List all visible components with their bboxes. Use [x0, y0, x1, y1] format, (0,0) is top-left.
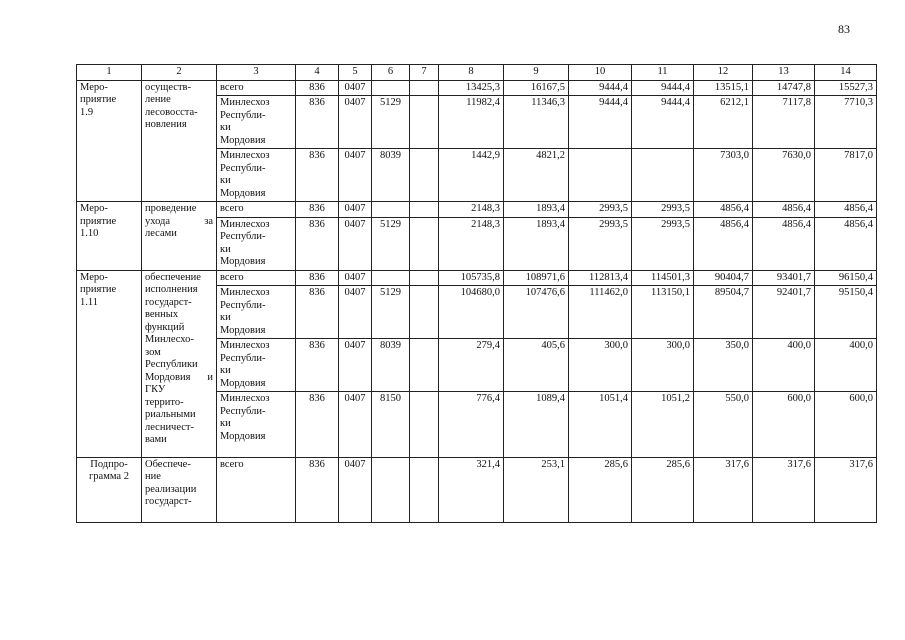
code-cell-c6: [372, 457, 410, 523]
cell-line: реализации: [145, 483, 197, 495]
code-cell-c5: 0407: [339, 96, 372, 149]
cell-line: Республики: [145, 359, 198, 370]
code-cell-c6: [372, 80, 410, 96]
value-cell: 112813,4: [569, 270, 632, 286]
code-cell-c7: [410, 202, 439, 218]
cell-line: Мордовия: [220, 187, 266, 199]
column-header: 8: [439, 65, 504, 81]
cell-line: Минлесхоз: [220, 218, 270, 230]
cell-line: Меро-: [80, 271, 108, 283]
cell-line: ки: [220, 243, 231, 255]
activity-cell: [77, 457, 142, 523]
code-cell-c4: 836: [296, 286, 339, 339]
description-cell: [142, 270, 217, 457]
cell-line: ние: [145, 471, 161, 482]
cell-line: грамма 2: [89, 471, 129, 482]
value-cell: 113150,1: [632, 286, 694, 339]
column-header: 3: [217, 65, 296, 81]
code-cell-c4: 836: [296, 270, 339, 286]
table-row: [77, 202, 877, 218]
activity-cell: [77, 270, 142, 457]
value-cell: 14747,8: [753, 80, 815, 96]
code-cell-c6: 5129: [372, 217, 410, 270]
cell-line: Республи-: [220, 299, 266, 311]
value-cell: 2993,5: [632, 217, 694, 270]
executor-cell: [217, 339, 296, 392]
value-cell: 300,0: [569, 339, 632, 392]
value-cell: 4856,4: [753, 217, 815, 270]
value-cell: 9444,4: [569, 96, 632, 149]
code-cell-c4: 836: [296, 80, 339, 96]
cell-line: Республи-: [220, 109, 266, 121]
cell-line: Республи-: [220, 405, 266, 417]
value-cell: 16167,5: [504, 80, 569, 96]
cell-line: 1.9: [80, 106, 94, 118]
value-cell: 90404,7: [694, 270, 753, 286]
cell-line: обеспечение: [145, 271, 201, 283]
cell-line: Республи-: [220, 231, 266, 242]
code-cell-c6: 8150: [372, 392, 410, 458]
executor-cell: всего: [217, 270, 296, 286]
column-header: 5: [339, 65, 372, 81]
cell-line: террито-: [145, 396, 184, 408]
code-cell-c6: [372, 270, 410, 286]
executor-cell: [217, 149, 296, 202]
value-cell: 2148,3: [439, 217, 504, 270]
value-cell: 104680,0: [439, 286, 504, 339]
code-cell-c5: 0407: [339, 202, 372, 218]
column-header: 4: [296, 65, 339, 81]
code-cell-c7: [410, 457, 439, 523]
code-cell-c7: [410, 217, 439, 270]
cell-line: Республи-: [220, 162, 266, 174]
cell-line: Мордовия: [220, 256, 266, 267]
cell-line: Мордовия: [220, 377, 266, 389]
value-cell: [632, 149, 694, 202]
column-header: 10: [569, 65, 632, 81]
code-cell-c5: 0407: [339, 339, 372, 392]
code-cell-c5: 0407: [339, 392, 372, 458]
cell-line: функций: [145, 321, 185, 333]
value-cell: [569, 149, 632, 202]
column-header: 7: [410, 65, 439, 81]
value-cell: 4856,4: [753, 202, 815, 218]
value-cell: 111462,0: [569, 286, 632, 339]
value-cell: 600,0: [753, 392, 815, 458]
executor-cell: всего: [217, 457, 296, 523]
page-number: 83: [838, 22, 850, 36]
cell-line: риальными: [145, 409, 196, 420]
code-cell-c6: 5129: [372, 286, 410, 339]
value-cell: 11346,3: [504, 96, 569, 149]
description-cell: [142, 80, 217, 202]
code-cell-c6: [372, 202, 410, 218]
cell-line: Меро-: [80, 81, 108, 93]
value-cell: 1089,4: [504, 392, 569, 458]
value-cell: 11982,4: [439, 96, 504, 149]
cell-line: 1.10: [80, 228, 99, 239]
cell-line: зом: [145, 346, 161, 358]
column-header: 11: [632, 65, 694, 81]
executor-cell: [217, 392, 296, 458]
activity-cell: [77, 202, 142, 271]
value-cell: 7630,0: [753, 149, 815, 202]
value-cell: 400,0: [753, 339, 815, 392]
code-cell-c7: [410, 270, 439, 286]
cell-line: Минлесхоз: [220, 150, 270, 161]
cell-line: Минлесхоз: [220, 393, 270, 404]
value-cell: 13515,1: [694, 80, 753, 96]
cell-line: Минлесхо-: [145, 334, 194, 345]
table-row: [77, 270, 877, 286]
value-cell: 550,0: [694, 392, 753, 458]
value-cell: 2993,5: [632, 202, 694, 218]
column-header: 9: [504, 65, 569, 81]
value-cell: 405,6: [504, 339, 569, 392]
value-cell: 4856,4: [815, 202, 877, 218]
value-cell: 4856,4: [694, 202, 753, 218]
value-cell: 4821,2: [504, 149, 569, 202]
value-cell: 279,4: [439, 339, 504, 392]
cell-line: Мордовия: [220, 430, 266, 442]
cell-line: Мордовия: [220, 324, 266, 336]
cell-line: исполнения: [145, 284, 198, 295]
cell-line: лесничест-: [145, 421, 195, 433]
cell-line: лесами: [145, 228, 177, 239]
value-cell: 7117,8: [753, 96, 815, 149]
code-cell-c6: 5129: [372, 96, 410, 149]
code-cell-c7: [410, 339, 439, 392]
column-header: 1: [77, 65, 142, 81]
value-cell: 1051,2: [632, 392, 694, 458]
cell-line: приятие: [80, 284, 117, 295]
code-cell-c4: 836: [296, 392, 339, 458]
code-cell-c7: [410, 392, 439, 458]
table-row: [77, 80, 877, 96]
cell-line: Меро-: [80, 203, 108, 214]
cell-line: государст-: [145, 496, 192, 507]
value-cell: 9444,4: [569, 80, 632, 96]
value-cell: 285,6: [569, 457, 632, 523]
value-cell: 93401,7: [753, 270, 815, 286]
cell-line: ки: [220, 312, 231, 323]
description-cell: [142, 202, 217, 271]
cell-line: осуществ-: [145, 81, 191, 93]
cell-line: Мордовия: [220, 134, 266, 146]
executor-cell: [217, 96, 296, 149]
value-cell: 285,6: [632, 457, 694, 523]
column-header: 2: [142, 65, 217, 81]
value-cell: 2148,3: [439, 202, 504, 218]
cell-line: Минлесхоз: [220, 340, 270, 351]
cell-line: приятие: [80, 94, 117, 105]
cell-line: ки: [220, 122, 231, 133]
column-header: 13: [753, 65, 815, 81]
value-cell: 4856,4: [694, 217, 753, 270]
value-cell: 89504,7: [694, 286, 753, 339]
value-cell: 1893,4: [504, 202, 569, 218]
cell-line: Обеспече-: [145, 458, 191, 470]
code-cell-c5: 0407: [339, 457, 372, 523]
executor-cell: всего: [217, 202, 296, 218]
value-cell: 2993,5: [569, 217, 632, 270]
code-cell-c5: 0407: [339, 80, 372, 96]
value-cell: 776,4: [439, 392, 504, 458]
value-cell: 300,0: [632, 339, 694, 392]
executor-cell: [217, 286, 296, 339]
executor-cell: [217, 217, 296, 270]
cell-line: Мордовия и: [145, 371, 213, 383]
code-cell-c7: [410, 96, 439, 149]
value-cell: 9444,4: [632, 96, 694, 149]
cell-line: приятие: [80, 215, 117, 227]
column-header: 12: [694, 65, 753, 81]
value-cell: 108971,6: [504, 270, 569, 286]
code-cell-c6: 8039: [372, 339, 410, 392]
code-cell-c7: [410, 286, 439, 339]
value-cell: 1893,4: [504, 217, 569, 270]
code-cell-c7: [410, 80, 439, 96]
value-cell: 107476,6: [504, 286, 569, 339]
activity-cell: [77, 80, 142, 202]
cell-line: 1.11: [80, 296, 98, 308]
executor-cell: всего: [217, 80, 296, 96]
column-header: 14: [815, 65, 877, 81]
cell-line: ГКУ: [145, 384, 166, 395]
column-header: 6: [372, 65, 410, 81]
cell-line: Подпро-: [90, 458, 128, 470]
code-cell-c4: 836: [296, 217, 339, 270]
header-row: [77, 65, 877, 81]
cell-line: новления: [145, 119, 187, 130]
value-cell: 114501,3: [632, 270, 694, 286]
value-cell: 253,1: [504, 457, 569, 523]
cell-line: Минлесхоз: [220, 287, 270, 298]
code-cell-c5: 0407: [339, 270, 372, 286]
cell-line: государст-: [145, 296, 192, 308]
value-cell: 6212,1: [694, 96, 753, 149]
cell-line: ки: [220, 418, 231, 429]
cell-line: Минлесхоз: [220, 97, 270, 108]
code-cell-c5: 0407: [339, 149, 372, 202]
value-cell: 400,0: [815, 339, 877, 392]
value-cell: 600,0: [815, 392, 877, 458]
table-body: [77, 65, 877, 523]
value-cell: 350,0: [694, 339, 753, 392]
value-cell: 321,4: [439, 457, 504, 523]
cell-line: ки: [220, 365, 231, 376]
value-cell: 2993,5: [569, 202, 632, 218]
value-cell: 317,6: [694, 457, 753, 523]
code-cell-c4: 836: [296, 202, 339, 218]
value-cell: 4856,4: [815, 217, 877, 270]
code-cell-c5: 0407: [339, 217, 372, 270]
value-cell: 15527,3: [815, 80, 877, 96]
code-cell-c5: 0407: [339, 286, 372, 339]
cell-line: ление: [145, 94, 171, 105]
cell-line: Республи-: [220, 352, 266, 364]
value-cell: 7303,0: [694, 149, 753, 202]
budget-table: [76, 64, 877, 523]
cell-line: лесовосста-: [145, 106, 198, 118]
code-cell-c7: [410, 149, 439, 202]
value-cell: 95150,4: [815, 286, 877, 339]
description-cell: [142, 457, 217, 523]
value-cell: 7817,0: [815, 149, 877, 202]
cell-line: ки: [220, 175, 231, 186]
value-cell: 317,6: [753, 457, 815, 523]
value-cell: 1051,4: [569, 392, 632, 458]
code-cell-c6: 8039: [372, 149, 410, 202]
code-cell-c4: 836: [296, 149, 339, 202]
value-cell: 7710,3: [815, 96, 877, 149]
value-cell: 1442,9: [439, 149, 504, 202]
code-cell-c4: 836: [296, 96, 339, 149]
value-cell: 13425,3: [439, 80, 504, 96]
value-cell: 317,6: [815, 457, 877, 523]
value-cell: 9444,4: [632, 80, 694, 96]
cell-line: вами: [145, 434, 167, 445]
table-row: [77, 457, 877, 523]
value-cell: 96150,4: [815, 270, 877, 286]
cell-line: проведение: [145, 203, 197, 214]
code-cell-c4: 836: [296, 339, 339, 392]
code-cell-c4: 836: [296, 457, 339, 523]
value-cell: 105735,8: [439, 270, 504, 286]
value-cell: 92401,7: [753, 286, 815, 339]
cell-line: венных: [145, 309, 179, 320]
cell-line: ухода за: [145, 215, 213, 227]
